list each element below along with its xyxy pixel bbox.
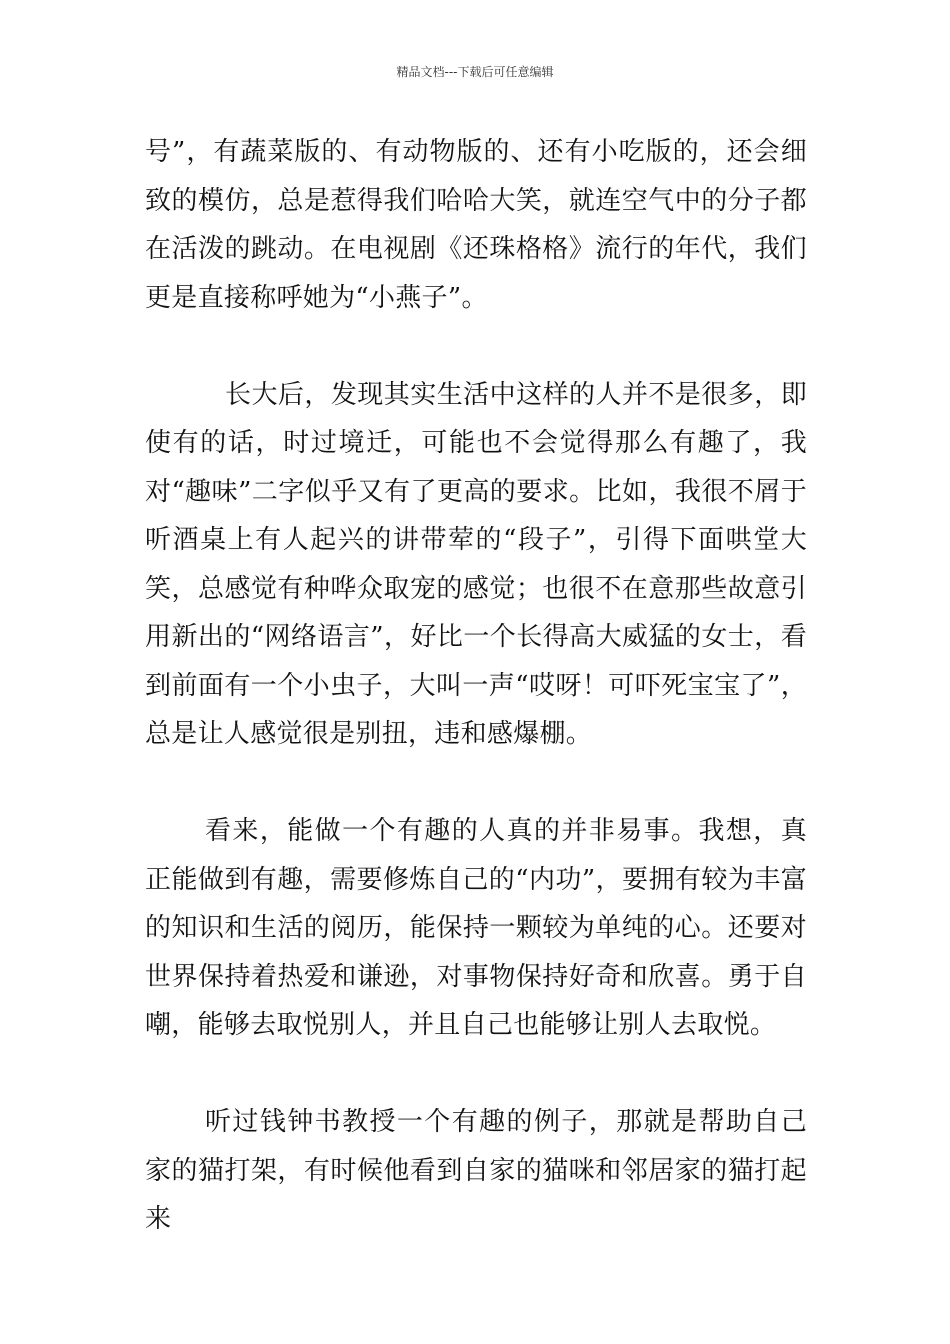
paragraph-1: 号”，有蔬菜版的、有动物版的、还有小吃版的，还会细致的模仿，总是惹得我们哈哈大笑，就连空气中的分子都在活泼的跳动。在电视剧《还珠格格》流行的年代，我们更是直接称呼她为“小燕子”。	[145, 137, 807, 313]
paragraph-spacer	[145, 759, 807, 808]
paragraph-3: 看来，能做一个有趣的人真的并非易事。我想，真正能做到有趣，需要修炼自己的“内功”，要拥有较为丰富的知识和生活的阅历，能保持一颗较为单纯的心。还要对世界保持着热爱和谦逊，对事物保持好奇和欣喜。勇于自嘲，能够去取悦别人，并且自己也能够让别人去取悦。	[145, 816, 807, 1040]
paragraph-2: 长大后，发现其实生活中这样的人并不是很多，即使有的话，时过境迁，可能也不会觉得那么有趣了，我对“趣味”二字似乎又有了更高的要求。比如，我很不屑于听酒桌上有人起兴的讲带荤的“段子”，引得下面哄堂大笑，总感觉有种哗众取宠的感觉；也很不在意那些故意引用新出的“网络语言”，好比一个长得高大威猛的女士，看到前面有一个小虫子，大叫一声“哎呀！可吓死宝宝了”，总是让人感觉很是别扭，违和感爆棚。	[145, 379, 807, 749]
paragraph-spacer	[145, 1050, 807, 1099]
paragraph-4: 听过钱钟书教授一个有趣的例子，那就是帮助自己家的猫打架，有时候他看到自家的猫咪和邻居家的猫打起来	[145, 1107, 807, 1234]
paragraph-spacer	[145, 322, 807, 371]
document-body	[145, 128, 807, 1244]
page-header: 精品文档---下载后可任意编辑	[396, 65, 554, 79]
